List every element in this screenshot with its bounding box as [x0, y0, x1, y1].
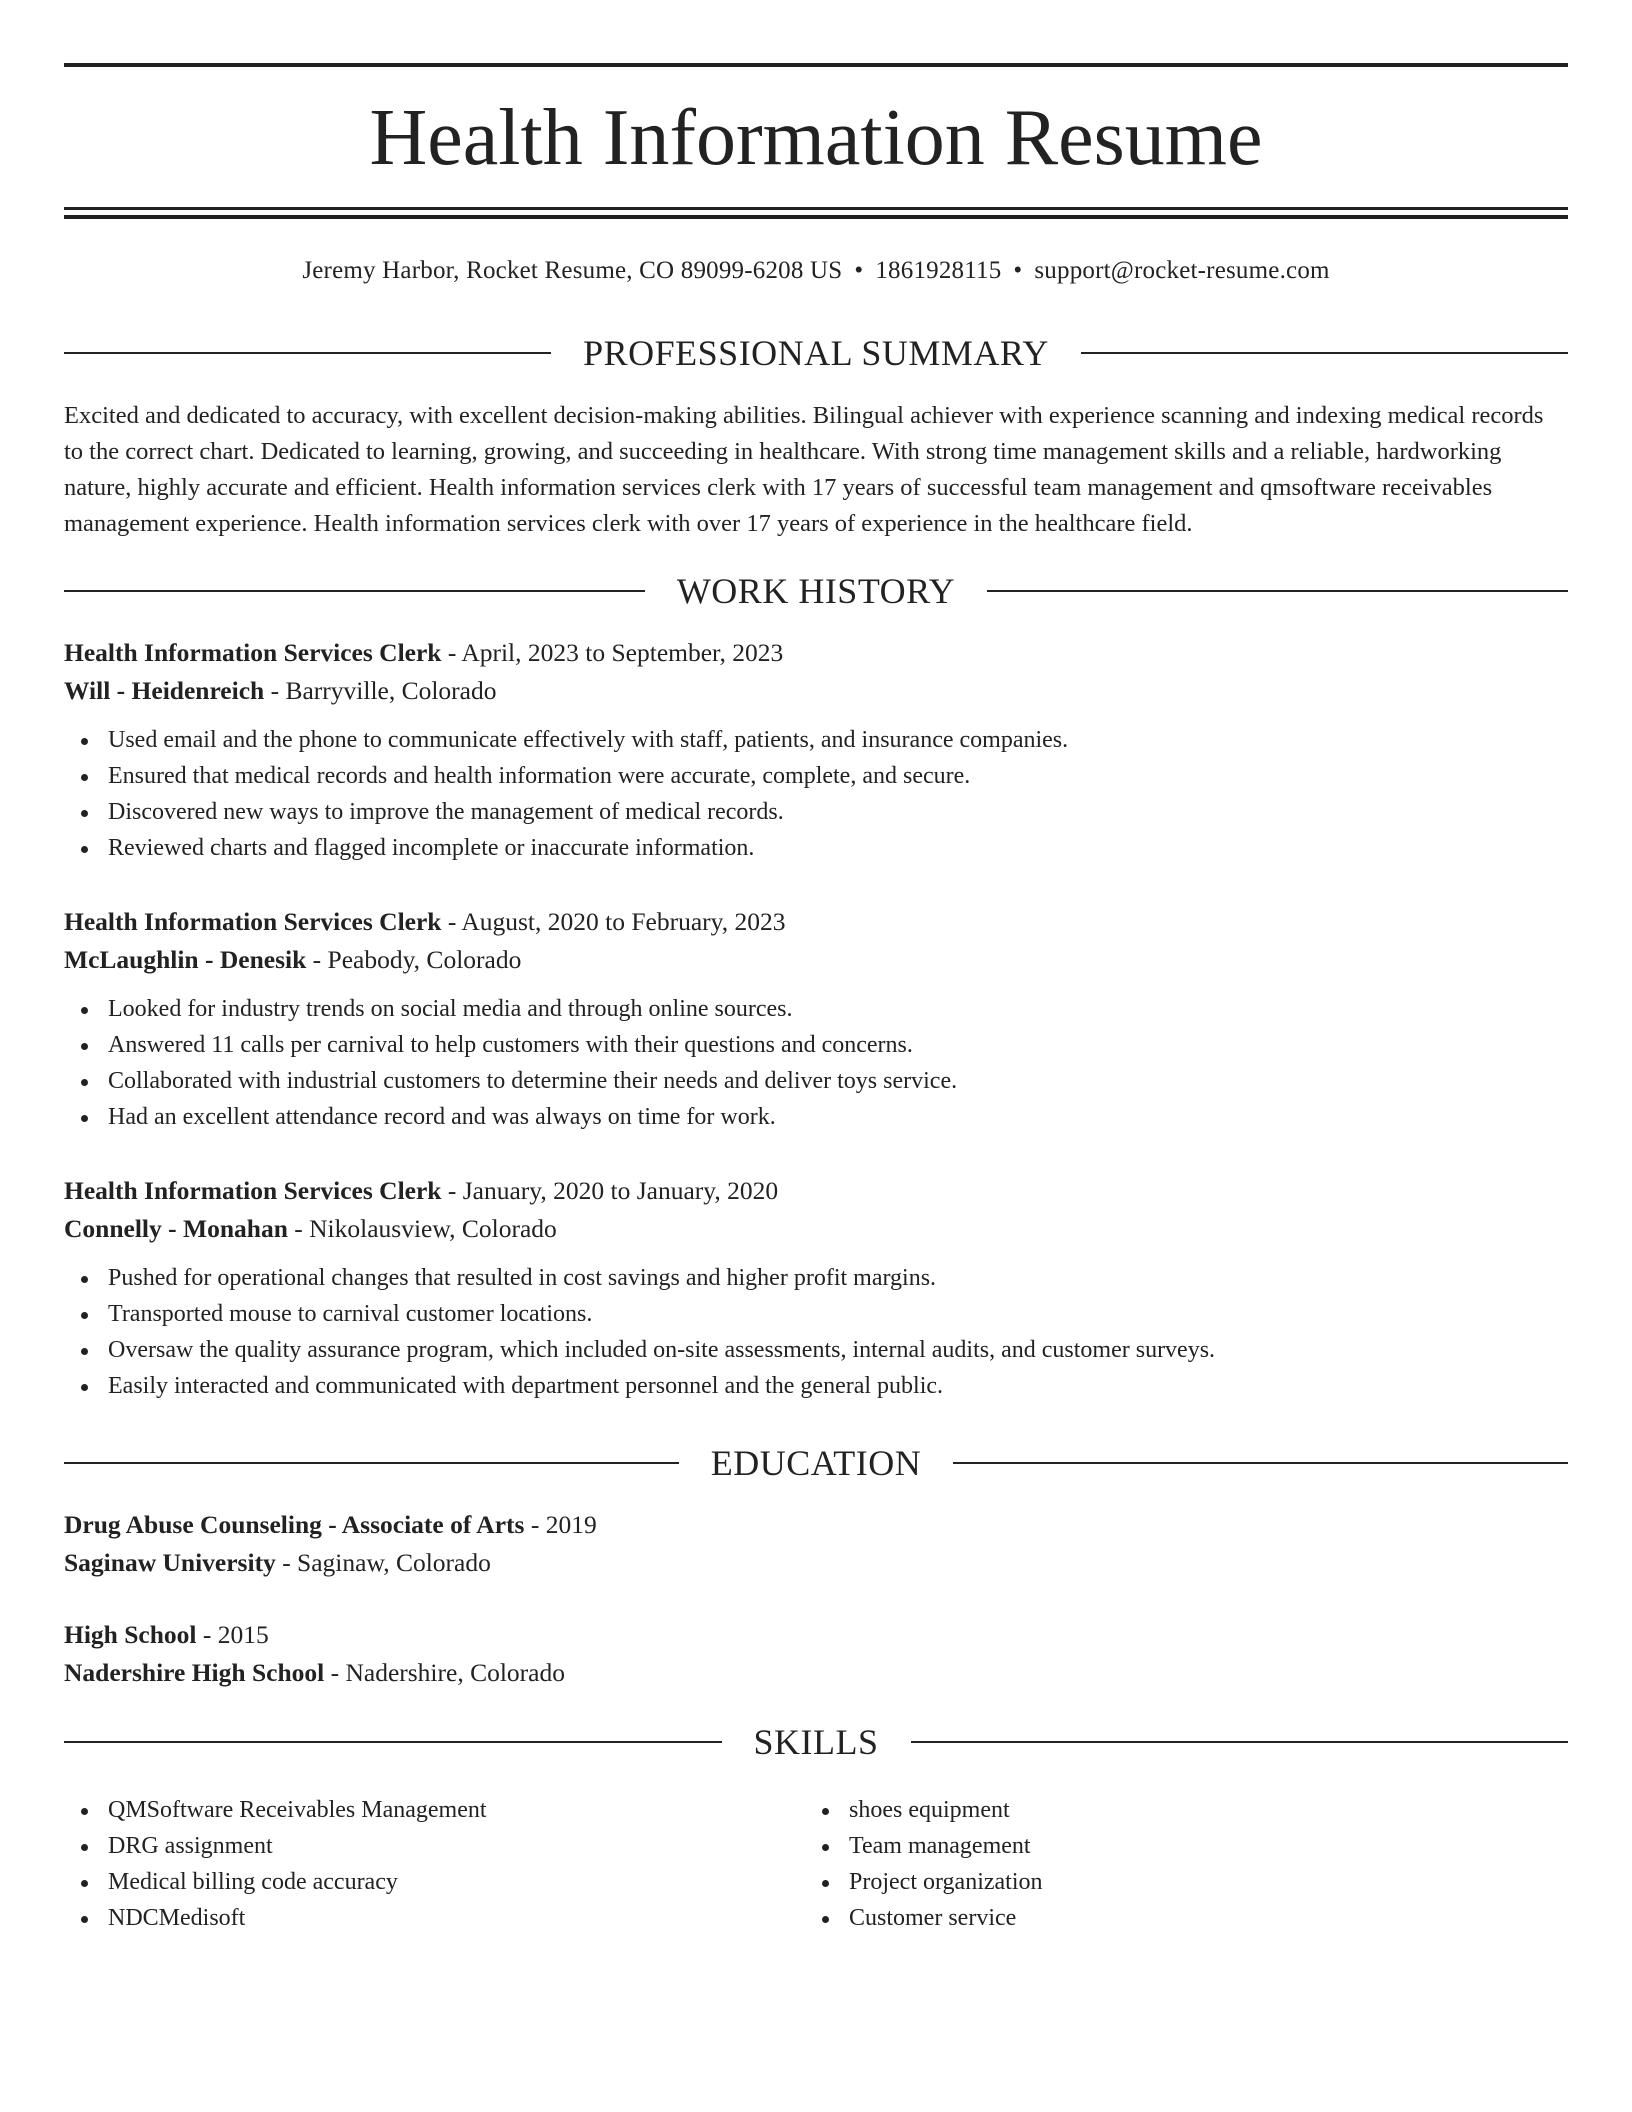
- job-company-line: [64, 941, 1568, 979]
- contact-line: [64, 255, 1568, 287]
- heading-rule: [64, 352, 551, 354]
- list-item: Looked for industry trends on social media and through online sources.: [108, 991, 1568, 1027]
- list-item: Reviewed charts and flagged incomplete or inaccurate information.: [108, 830, 1568, 866]
- title-rule-upper: [64, 207, 1568, 210]
- job-title-line: [64, 1172, 1568, 1210]
- education-degree: High School: [64, 1620, 197, 1649]
- education-degree: Drug Abuse Counseling - Associate of Arts: [64, 1510, 525, 1539]
- job-duties: [64, 991, 1568, 1135]
- job-company-line: [64, 672, 1568, 710]
- contact-phone: 1861928115: [875, 257, 1002, 284]
- list-item: Collaborated with industrial customers to determine their needs and deliver toys service.: [108, 1063, 1568, 1099]
- education-location: - Saginaw, Colorado: [275, 1548, 491, 1577]
- skills-column-left: [64, 1792, 784, 1936]
- summary-text: Excited and dedicated to accuracy, with excellent decision-making abilities. Bilingual achiever with experience scanning and indexing medical records to the correct chart. Dedicated to learning, growing, and succeeding in healthcare. With strong time management skills and a reliable, hardworking nature, highly accurate and efficient. Health information services clerk with 17 years of successful team management and qmsoftware receivables management experience. Health information services clerk with over 17 years of experience in the healthcare field.: [64, 402, 1544, 537]
- job-dates: - August, 2020 to February, 2023: [441, 907, 786, 936]
- section-title: PROFESSIONAL SUMMARY: [583, 333, 1049, 373]
- section-title: WORK HISTORY: [676, 571, 956, 611]
- list-item: Oversaw the quality assurance program, which included on-site assessments, internal audits, and customer surveys.: [108, 1332, 1568, 1368]
- list-item: Easily interacted and communicated with department personnel and the general public.: [108, 1368, 1568, 1404]
- education-school: Saginaw University: [64, 1548, 276, 1577]
- job-title-line: [64, 903, 1568, 941]
- contact-address: Jeremy Harbor, Rocket Resume, CO 89099-6208 US: [302, 257, 843, 284]
- education-degree-line: [64, 1616, 1568, 1654]
- heading-rule: [987, 590, 1568, 592]
- job-company: McLaughlin - Denesik: [64, 945, 307, 974]
- heading-rule: [953, 1462, 1568, 1464]
- section-heading-education: [64, 1443, 1568, 1483]
- job-location: - Barryville, Colorado: [264, 676, 497, 705]
- education-entry: [64, 1616, 1568, 1692]
- section-title: SKILLS: [753, 1722, 879, 1762]
- skill-item: Project organization: [849, 1864, 1505, 1900]
- heading-rule: [911, 1741, 1569, 1743]
- education-school-line: [64, 1544, 1568, 1582]
- job-dates: - January, 2020 to January, 2020: [441, 1176, 779, 1205]
- heading-rule: [64, 1741, 722, 1743]
- skill-item: Team management: [849, 1828, 1505, 1864]
- education-year: - 2019: [524, 1510, 597, 1539]
- skill-item: QMSoftware Receivables Management: [108, 1792, 784, 1828]
- education-school: Nadershire High School: [64, 1658, 325, 1687]
- job-entry: [64, 903, 1568, 1135]
- job-entry: [64, 634, 1568, 866]
- job-title: Health Information Services Clerk: [64, 907, 442, 936]
- job-dates: - April, 2023 to September, 2023: [441, 638, 784, 667]
- section-heading-work: [64, 571, 1568, 611]
- heading-rule: [64, 590, 645, 592]
- job-title: Health Information Services Clerk: [64, 638, 442, 667]
- resume-title: Health Information Resume: [369, 94, 1263, 182]
- education-location: - Nadershire, Colorado: [324, 1658, 565, 1687]
- list-item: Ensured that medical records and health information were accurate, complete, and secure.: [108, 758, 1568, 794]
- list-item: Used email and the phone to communicate effectively with staff, patients, and insurance companies.: [108, 722, 1568, 758]
- job-location: - Peabody, Colorado: [306, 945, 522, 974]
- contact-separator: •: [1013, 257, 1023, 284]
- list-item: Transported mouse to carnival customer locations.: [108, 1296, 1568, 1332]
- section-heading-summary: [64, 333, 1568, 373]
- contact-email: support@rocket-resume.com: [1034, 257, 1330, 284]
- skill-item: Customer service: [849, 1900, 1505, 1936]
- title-rule-lower: [64, 215, 1568, 219]
- job-title: Health Information Services Clerk: [64, 1176, 442, 1205]
- job-company: Connelly - Monahan: [64, 1214, 288, 1243]
- skills-list: [64, 1792, 784, 1936]
- list-item: Answered 11 calls per carnival to help customers with their questions and concerns.: [108, 1027, 1568, 1063]
- contact-separator: •: [854, 257, 864, 284]
- list-item: Pushed for operational changes that resulted in cost savings and higher profit margins.: [108, 1260, 1568, 1296]
- education-degree-line: [64, 1506, 1568, 1544]
- job-duties: [64, 1260, 1568, 1404]
- education-entry: [64, 1506, 1568, 1582]
- job-company-line: [64, 1210, 1568, 1248]
- section-title: EDUCATION: [710, 1443, 922, 1483]
- skill-item: NDCMedisoft: [108, 1900, 784, 1936]
- list-item: Had an excellent attendance record and was always on time for work.: [108, 1099, 1568, 1135]
- top-rule: [64, 63, 1568, 67]
- skills-list: [805, 1792, 1505, 1936]
- section-heading-skills: [64, 1722, 1568, 1762]
- job-entry: [64, 1172, 1568, 1404]
- heading-rule: [1081, 352, 1568, 354]
- list-item: Discovered new ways to improve the management of medical records.: [108, 794, 1568, 830]
- skill-item: DRG assignment: [108, 1828, 784, 1864]
- job-location: - Nikolausview, Colorado: [287, 1214, 557, 1243]
- skill-item: Medical billing code accuracy: [108, 1864, 784, 1900]
- job-duties: [64, 722, 1568, 866]
- skills-column-right: [805, 1792, 1505, 1936]
- job-title-line: [64, 634, 1568, 672]
- education-year: - 2015: [196, 1620, 269, 1649]
- job-company: Will - Heidenreich: [64, 676, 265, 705]
- heading-rule: [64, 1462, 679, 1464]
- education-school-line: [64, 1654, 1568, 1692]
- skill-item: shoes equipment: [849, 1792, 1505, 1828]
